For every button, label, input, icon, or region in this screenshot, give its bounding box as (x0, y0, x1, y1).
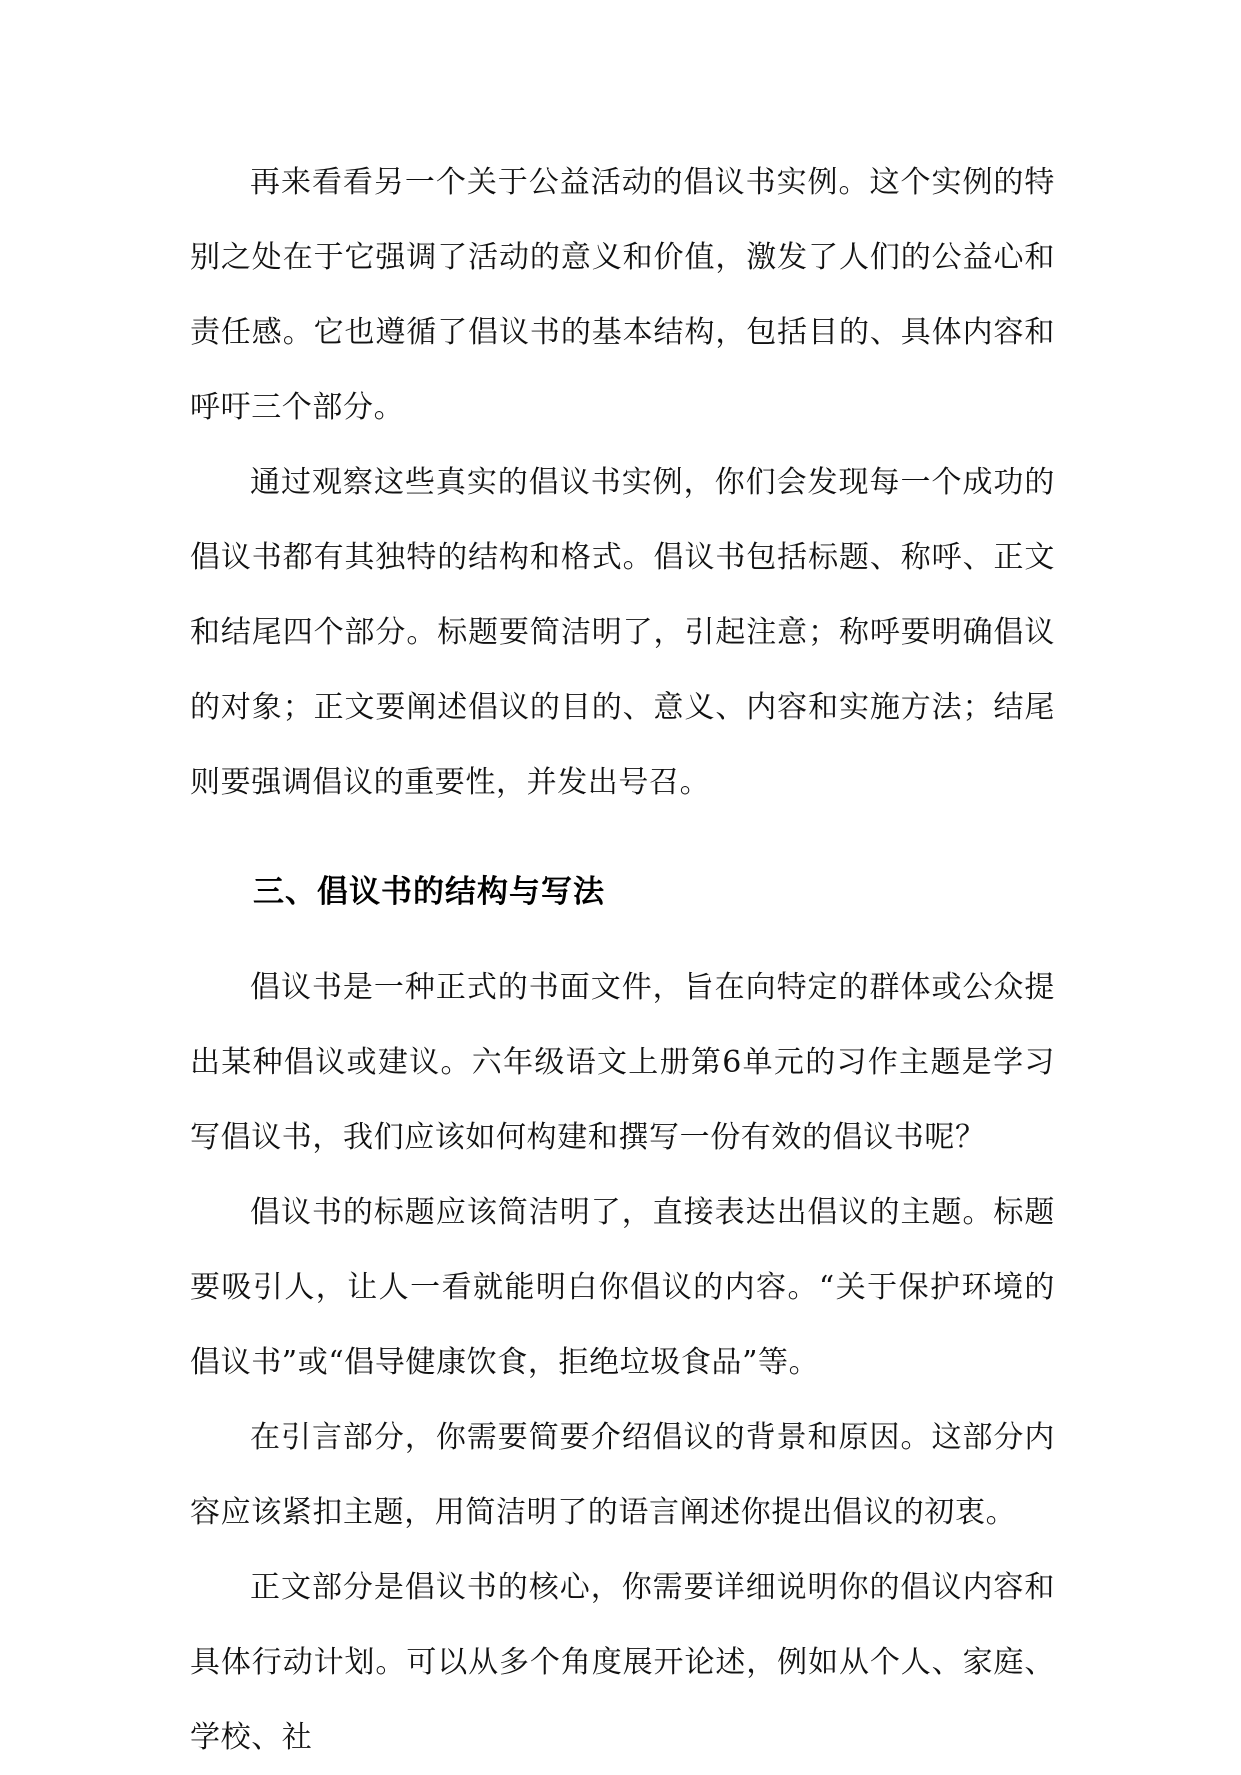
paragraph: 正文部分是倡议书的核心，你需要详细说明你的倡议内容和具体行动计划。可以从多个角度展开论述，例如从个人、家庭、学校、社 (190, 1570, 1055, 1755)
section-heading: 三、倡议书的结构与写法 (253, 874, 605, 910)
paragraph: 倡议书的标题应该简洁明了，直接表达出倡议的主题。标题要吸引人，让人一看就能明白你倡议的内容。“关于保护环境的倡议书”或“倡导健康饮食，拒绝垃圾食品”等。 (190, 1195, 1055, 1380)
paragraph: 再来看看另一个关于公益活动的倡议书实例。这个实例的特别之处在于它强调了活动的意义和价值，激发了人们的公益心和责任感。它也遵循了倡议书的基本结构，包括目的、具体内容和呼吁三个部分。 (190, 165, 1055, 425)
paragraph: 在引言部分，你需要简要介绍倡议的背景和原因。这部分内容应该紧扣主题，用简洁明了的语言阐述你提出倡议的初衷。 (190, 1420, 1055, 1530)
paragraph: 倡议书是一种正式的书面文件，旨在向特定的群体或公众提出某种倡议或建议。六年级语文上册第6单元的习作主题是学习写倡议书，我们应该如何构建和撰写一份有效的倡议书呢？ (190, 970, 1055, 1155)
paragraph: 通过观察这些真实的倡议书实例，你们会发现每一个成功的倡议书都有其独特的结构和格式。倡议书包括标题、称呼、正文和结尾四个部分。标题要简洁明了，引起注意；称呼要明确倡议的对象；正文要阐述倡议的目的、意义、内容和实施方法；结尾则要强调倡议的重要性，并发出号召。 (190, 465, 1055, 800)
document-body (190, 145, 1055, 1775)
